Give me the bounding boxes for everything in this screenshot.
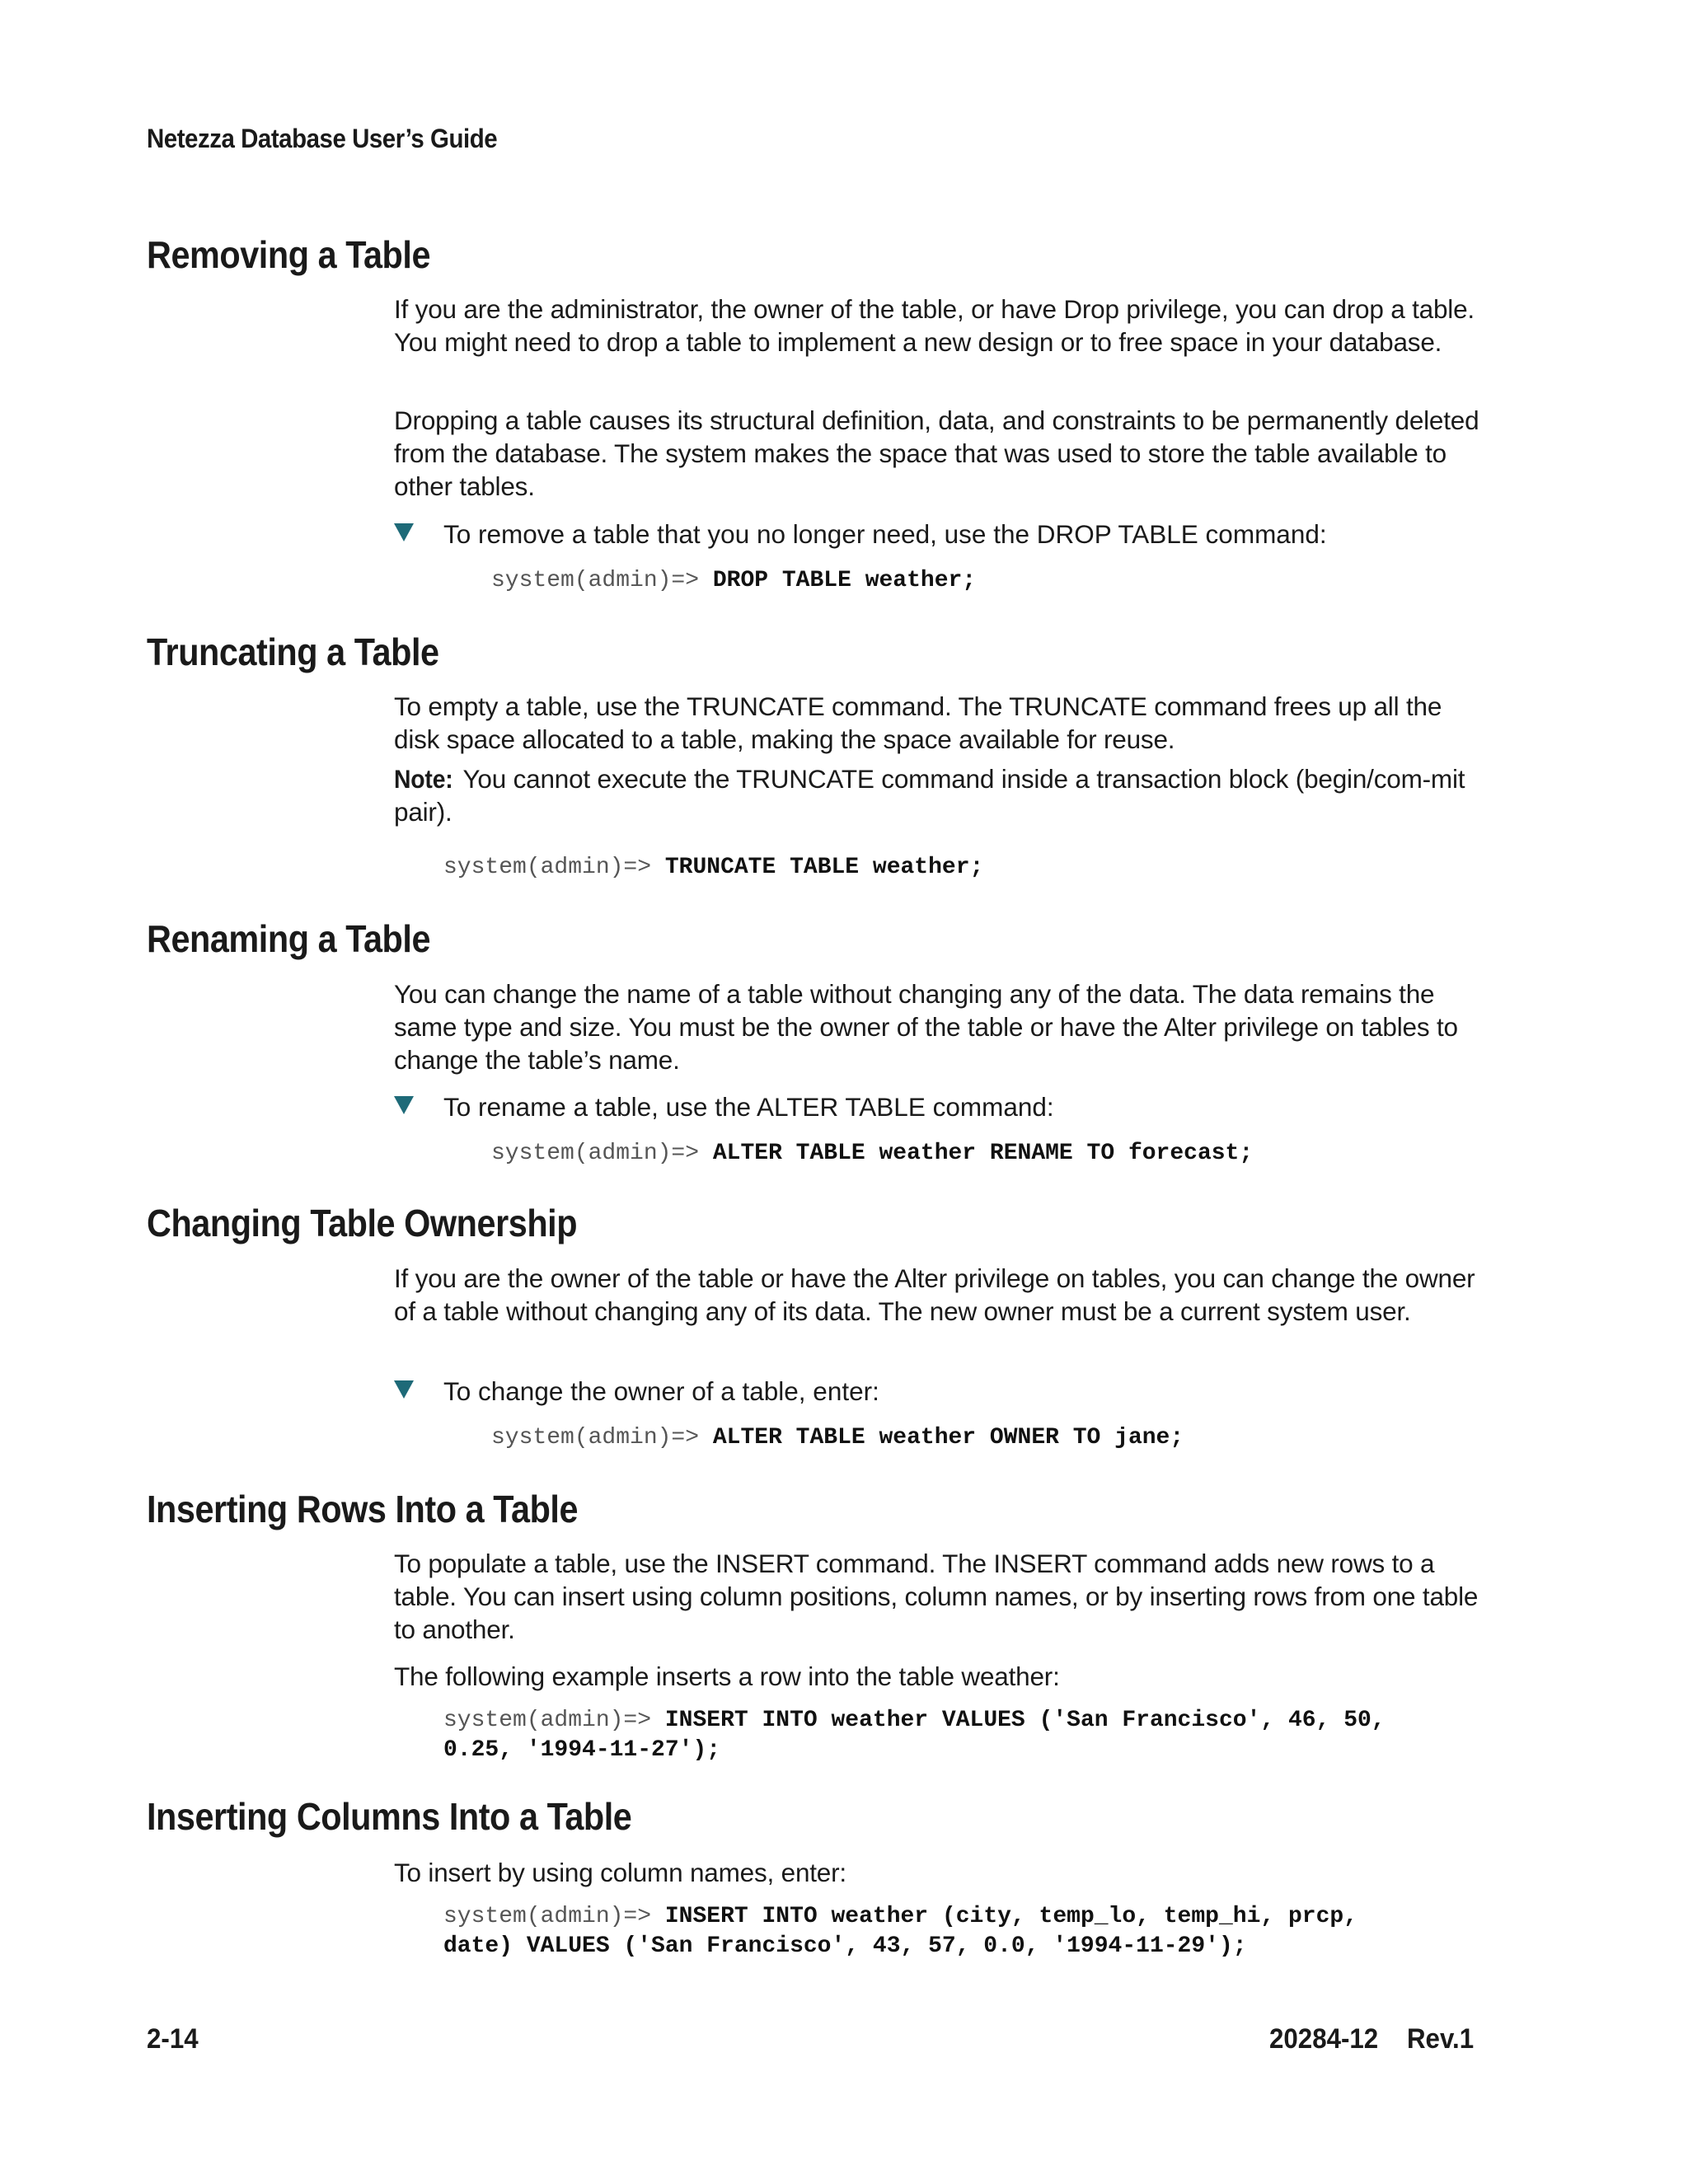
paragraph: To populate a table, use the INSERT command. The INSERT command adds new rows to a table. You can insert using column positions, column names, or by inserting rows from one table to another. <box>394 1549 1479 1644</box>
code-command-line-2: date) VALUES ('San Francisco', 43, 57, 0.0, '1994-11-29'); <box>443 1933 1247 1959</box>
code-command-line-2: 0.25, '1994-11-27'); <box>443 1737 721 1763</box>
paragraph: The following example inserts a row into the table weather: <box>394 1661 1060 1691</box>
code-command: ALTER TABLE weather OWNER TO jane; <box>712 1425 1184 1451</box>
code-block <box>491 1139 1253 1169</box>
code-block <box>443 1706 1386 1765</box>
heading-inserting-rows: Inserting Rows Into a Table <box>147 1488 579 1530</box>
code-block <box>443 853 983 883</box>
code-command-line-1: INSERT INTO weather (city, temp_lo, temp_hi, prcp, <box>664 1904 1357 1929</box>
note-text: You cannot execute the TRUNCATE command inside a transaction block (begin/com-mit pair). <box>394 764 1465 827</box>
code-command-line-1: INSERT INTO weather VALUES ('San Francisco', 46, 50, <box>664 1708 1386 1733</box>
page-number: 2-14 <box>147 2023 199 2055</box>
document-number: 20284-12 Rev.1 <box>1269 2023 1475 2055</box>
bullet-item <box>394 1375 1490 1408</box>
code-prompt: system(admin)=> <box>491 1425 700 1451</box>
heading-renaming-table: Renaming a Table <box>147 917 431 960</box>
heading-inserting-columns: Inserting Columns Into a Table <box>147 1795 632 1838</box>
note <box>394 762 1490 828</box>
code-command: TRUNCATE TABLE weather; <box>664 855 984 880</box>
paragraph: To insert by using column names, enter: <box>394 1858 846 1887</box>
code-prompt: system(admin)=> <box>443 1904 652 1929</box>
heading-changing-ownership: Changing Table Ownership <box>147 1202 578 1244</box>
code-block <box>491 566 976 596</box>
paragraph: To empty a table, use the TRUNCATE command. The TRUNCATE command frees up all the disk space allocated to a table, making the space available for reuse. <box>394 691 1442 754</box>
code-block <box>443 1902 1357 1961</box>
bullet-item <box>394 1090 1490 1123</box>
code-command: ALTER TABLE weather RENAME TO forecast; <box>712 1141 1254 1166</box>
heading-removing-table: Removing a Table <box>147 233 431 276</box>
paragraph: Dropping a table causes its structural definition, data, and constraints to be permanently deleted from the database. The system makes the space that was used to store the table available to other tables. <box>394 405 1479 501</box>
heading-truncating-table: Truncating a Table <box>147 630 439 673</box>
code-prompt: system(admin)=> <box>491 568 700 593</box>
triangle-bullet-icon <box>394 1096 414 1114</box>
bullet-item <box>394 518 1490 551</box>
paragraph: You can change the name of a table without changing any of the data. The data remains the same type and size. You must be the owner of the table or have the Alter privilege on tables to change the table’s name. <box>394 979 1458 1075</box>
bullet-text: To change the owner of a table, enter: <box>443 1376 879 1406</box>
code-block <box>491 1423 1184 1453</box>
bullet-text: To remove a table that you no longer need, use the DROP TABLE command: <box>443 519 1327 549</box>
paragraph: If you are the administrator, the owner of the table, or have Drop privilege, you can drop a table. You might need to drop a table to implement a new design or to free space in your database. <box>394 294 1475 357</box>
code-prompt: system(admin)=> <box>491 1141 700 1166</box>
code-prompt: system(admin)=> <box>443 1708 652 1733</box>
triangle-bullet-icon <box>394 523 414 541</box>
paragraph: If you are the owner of the table or have the Alter privilege on tables, you can change the owner of a table without changing any of its data. The new owner must be a current system user. <box>394 1263 1475 1326</box>
code-prompt: system(admin)=> <box>443 855 652 880</box>
code-command: DROP TABLE weather; <box>712 568 977 593</box>
note-label: Note: <box>394 764 453 794</box>
triangle-bullet-icon <box>394 1380 414 1399</box>
running-header: Netezza Database User’s Guide <box>147 124 498 153</box>
bullet-text: To rename a table, use the ALTER TABLE command: <box>443 1092 1054 1122</box>
